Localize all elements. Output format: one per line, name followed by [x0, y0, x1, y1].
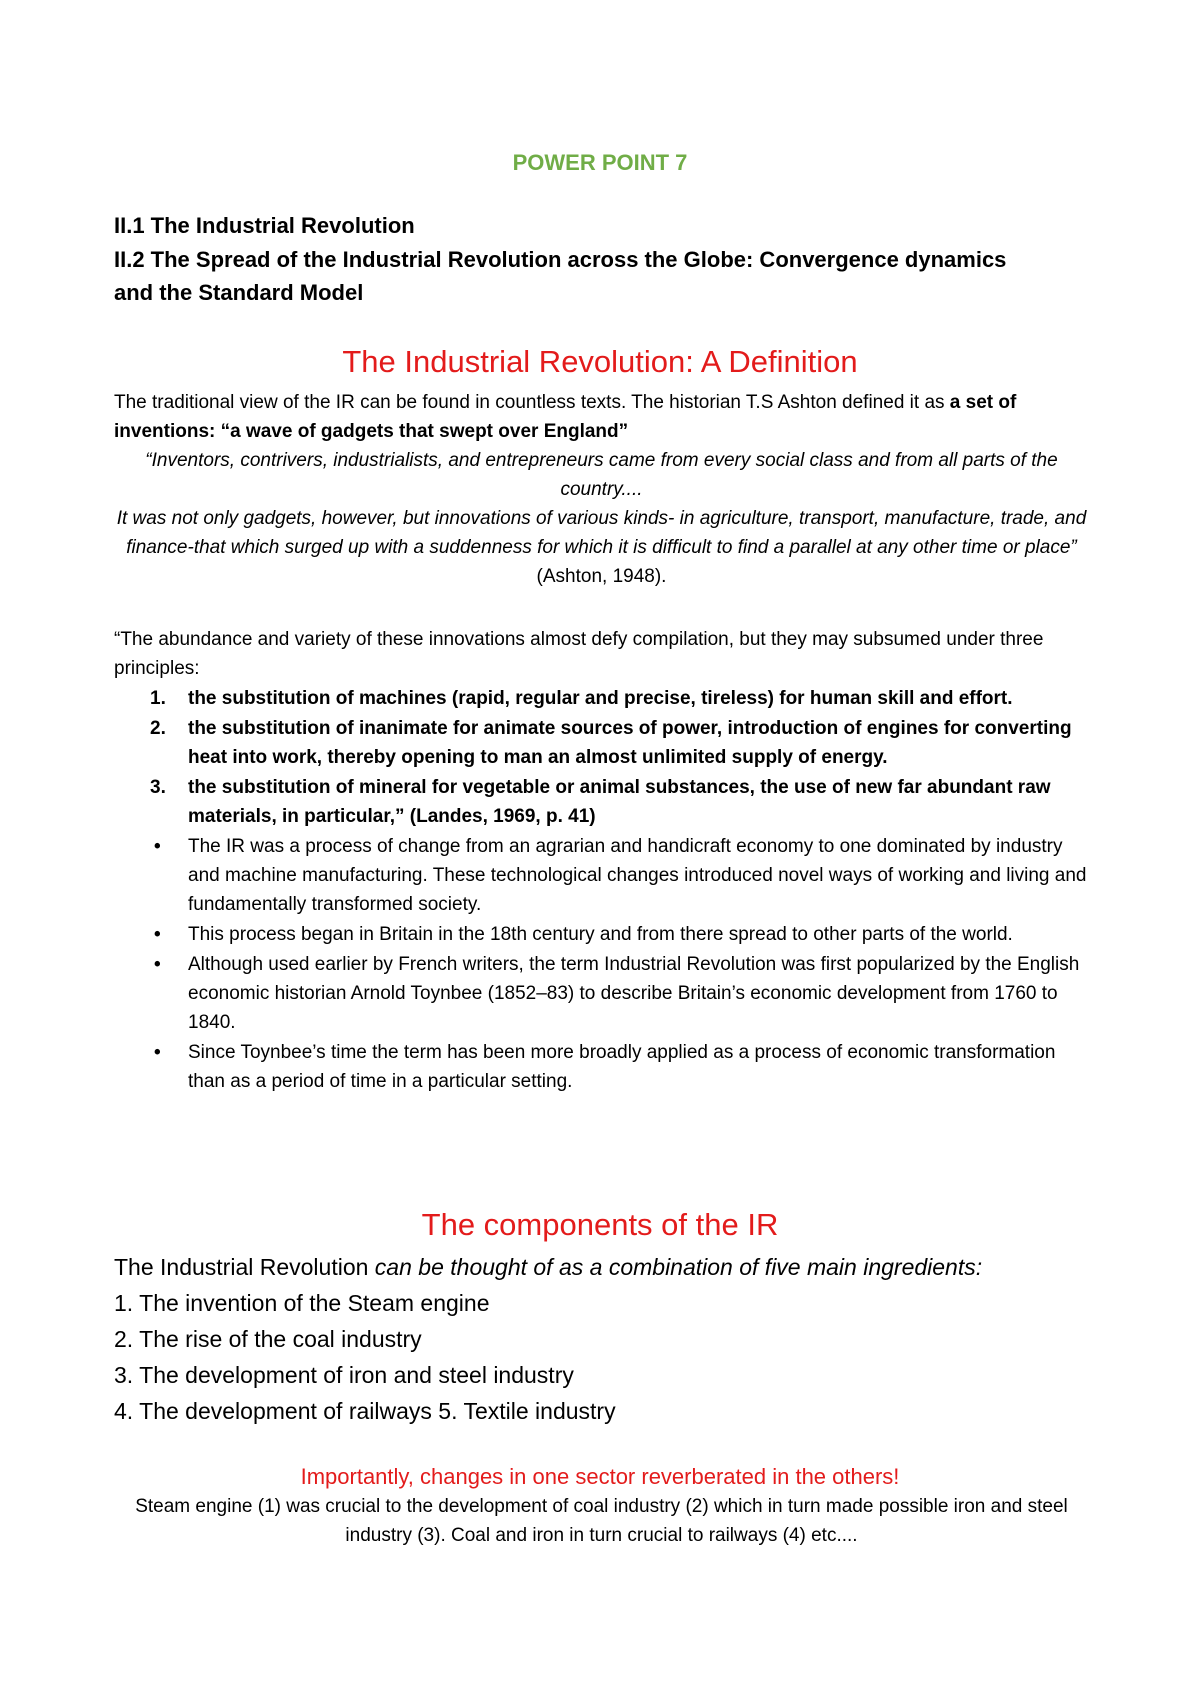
list-marker: 3. [150, 777, 166, 798]
list-item-text: the substitution of mineral for vegetable or animal substances, the use of new far abundant raw materials, in particular,” (Landes, 1969, p. 41) [188, 777, 1051, 827]
component-item: 3. The development of iron and steel industry [114, 1362, 574, 1388]
red-note: Importantly, changes in one sector reverberated in the others! [300, 1464, 900, 1489]
bullet-marker: • [154, 1042, 161, 1063]
components-intro [114, 1249, 1034, 1285]
list-item-text: the substitution of inanimate for animate sources of power, introduction of engines for converting heat into work, thereby opening to man an almost unlimited supply of energy. [188, 718, 1072, 768]
section-heading-components: The components of the IR [421, 1207, 779, 1242]
intro-bold-text: a set of inventions: “a wave of gadgets that swept over England” [114, 392, 1017, 442]
list-marker: 1. [150, 688, 166, 709]
list-item [114, 920, 1094, 949]
quote-citation: (Ashton, 1948). [536, 566, 667, 587]
component-item: 2. The rise of the coal industry [114, 1326, 422, 1352]
list-item [114, 684, 1094, 713]
list-item-text: This process began in Britain in the 18th century and from there spread to other parts of the world. [188, 924, 1013, 945]
intro-paragraph [114, 388, 1089, 446]
bullet-marker: • [154, 954, 161, 975]
list-item [114, 950, 1094, 1037]
list-item [114, 1038, 1094, 1096]
list-item-text: Although used earlier by French writers, the term Industrial Revolution was first popularized by the English economic historian Arnold Toynbee (1852–83) to describe Britain’s economic development from 1760 to 1840. [188, 954, 1080, 1033]
component-item: 1. The invention of the Steam engine [114, 1290, 490, 1316]
quote-line-2-text: It was not only gadgets, however, but innovations of various kinds- in agriculture, transport, manufacture, trade, and finance-that which surged up with a suddenness for which it is difficult to find a parallel at any other time or place” [116, 508, 1087, 558]
bullet-marker: • [154, 924, 161, 945]
list-item [114, 714, 1094, 772]
components-block [114, 1249, 1034, 1429]
list-item-text: The IR was a process of change from an agrarian and handicraft economy to one dominated by industry and machine manufacturing. These technological changes introduced novel ways of working and living and fundamentally transformed society. [188, 836, 1087, 915]
list-item-text: Since Toynbee’s time the term has been more broadly applied as a process of economic transformation than as a period of time in a particular setting. [188, 1042, 1056, 1092]
landes-intro: “The abundance and variety of these innovations almost defy compilation, but they may subsumed under three principles: [114, 629, 1044, 679]
components-intro-italic: can be thought of as a combination of five main ingredients: [368, 1254, 983, 1280]
principles-list [114, 684, 1094, 1097]
section-heading-definition: The Industrial Revolution: A Definition [342, 344, 858, 379]
subtitle-2: II.2 The Spread of the Industrial Revolution across the Globe: Convergence dynamics and the Standard Model [114, 247, 1007, 305]
final-note: Steam engine (1) was crucial to the development of coal industry (2) which in turn made possible iron and steel industry (3). Coal and iron in turn crucial to railways (4) etc.... [135, 1496, 1068, 1546]
list-item [114, 773, 1094, 831]
quote-line-2 [114, 504, 1089, 591]
bullet-marker: • [154, 836, 161, 857]
list-marker: 2. [150, 718, 166, 739]
component-item: 4. The development of railways 5. Textile industry [114, 1398, 616, 1424]
intro-text: The traditional view of the IR can be found in countless texts. The historian T.S Ashton defined it as [114, 392, 945, 413]
subtitle-1: II.1 The Industrial Revolution [114, 213, 415, 238]
quote-line-1: “Inventors, contrivers, industrialists, and entrepreneurs came from every social class and from all parts of the country.... [145, 450, 1058, 500]
ashton-quote [114, 446, 1089, 591]
list-item-text: the substitution of machines (rapid, regular and precise, tireless) for human skill and effort. [188, 688, 1013, 709]
document-title: POWER POINT 7 [512, 150, 688, 175]
components-intro-plain: The Industrial Revolution [114, 1254, 369, 1280]
list-item [114, 832, 1094, 919]
